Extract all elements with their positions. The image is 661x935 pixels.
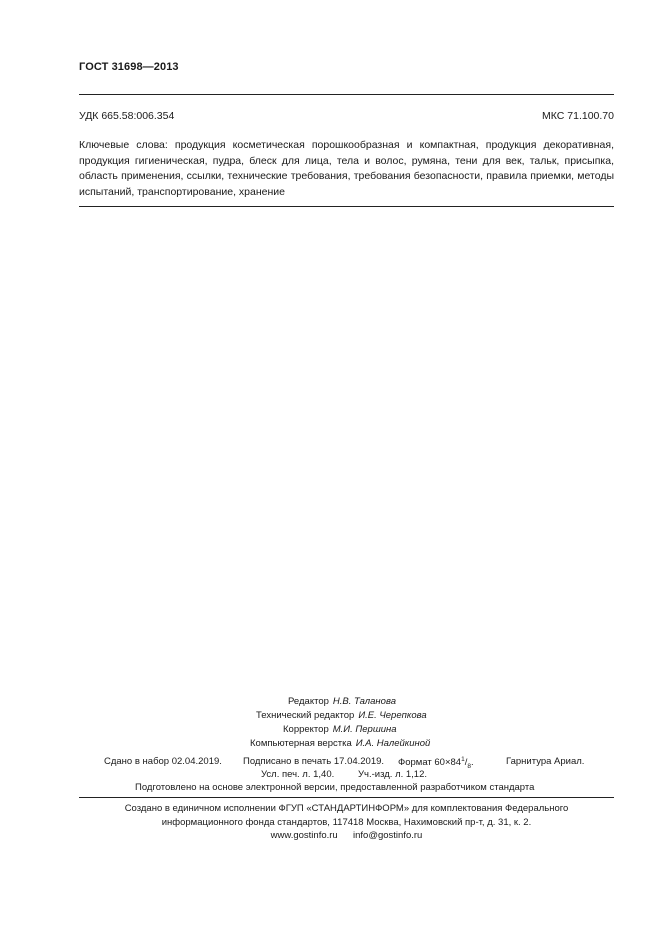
paper-format (398, 756, 474, 770)
header-divider (79, 94, 614, 95)
staff-role: Технический редактор (256, 710, 355, 721)
staff-name: И.Е. Черепкова (358, 710, 427, 721)
email-link[interactable]: info@gostinfo.ru (353, 830, 423, 841)
format-slash: / (464, 757, 468, 769)
format-sup: 1 (461, 756, 465, 763)
staff-editor (288, 695, 396, 709)
udk-code: УДК 665.58:006.354 (79, 110, 175, 122)
print-sheets: Усл. печ. л. 1,40. (261, 769, 335, 780)
footer-line-2: информационного фонда стандартов, 117418 Москва, Нахимовский пр-т, д. 31, к. 2. (161, 816, 532, 828)
prepared-note: Подготовлено на основе электронной версии, предоставленной разработчиком стандарта (135, 782, 535, 793)
staff-name: М.И. Першина (332, 724, 397, 735)
typeface: Гарнитура Ариал. (506, 756, 585, 767)
footer-divider (79, 797, 614, 798)
staff-name: И.А. Налейкиной (355, 738, 431, 749)
staff-role: Компьютерная верстка (250, 738, 352, 749)
staff-corrector (283, 723, 397, 737)
format-text: Формат 60×84 (398, 757, 462, 769)
website-link[interactable]: www.gostinfo.ru (270, 830, 338, 841)
format-sub: 8 (467, 763, 471, 771)
keywords-paragraph: Ключевые слова: продукция косметическая порошкообразная и компактная, продукция декоративная, продукция гигиеническая, пудра, блеск для лица, тела и волос, румяна, тени для век, тальк, присыпка, область применения, ссылки, технические требования, требования безопасности, правила приемки, методы испытаний, транспортирование, хранение (79, 139, 614, 198)
classification-row (79, 110, 614, 122)
format-suffix: . (470, 757, 474, 769)
edu-sheets: Уч.-изд. л. 1,12. (358, 769, 428, 780)
staff-role: Корректор (283, 724, 329, 735)
keywords-divider (79, 206, 614, 207)
submitted-date: Сдано в набор 02.04.2019. (104, 756, 222, 767)
footer-line-1: Создано в единичном исполнении ФГУП «СТАНДАРТИНФОРМ» для комплектования Федерального (124, 803, 569, 814)
standard-code: ГОСТ 31698—2013 (79, 61, 179, 73)
staff-role: Редактор (288, 696, 329, 707)
mks-code: МКС 71.100.70 (542, 110, 614, 122)
publisher-footer (79, 802, 614, 843)
staff-name: Н.В. Таланова (332, 696, 396, 707)
staff-tech-editor (256, 709, 427, 723)
footer-contacts (79, 829, 614, 843)
signed-date: Подписано в печать 17.04.2019. (243, 756, 385, 767)
staff-layout (250, 737, 430, 751)
